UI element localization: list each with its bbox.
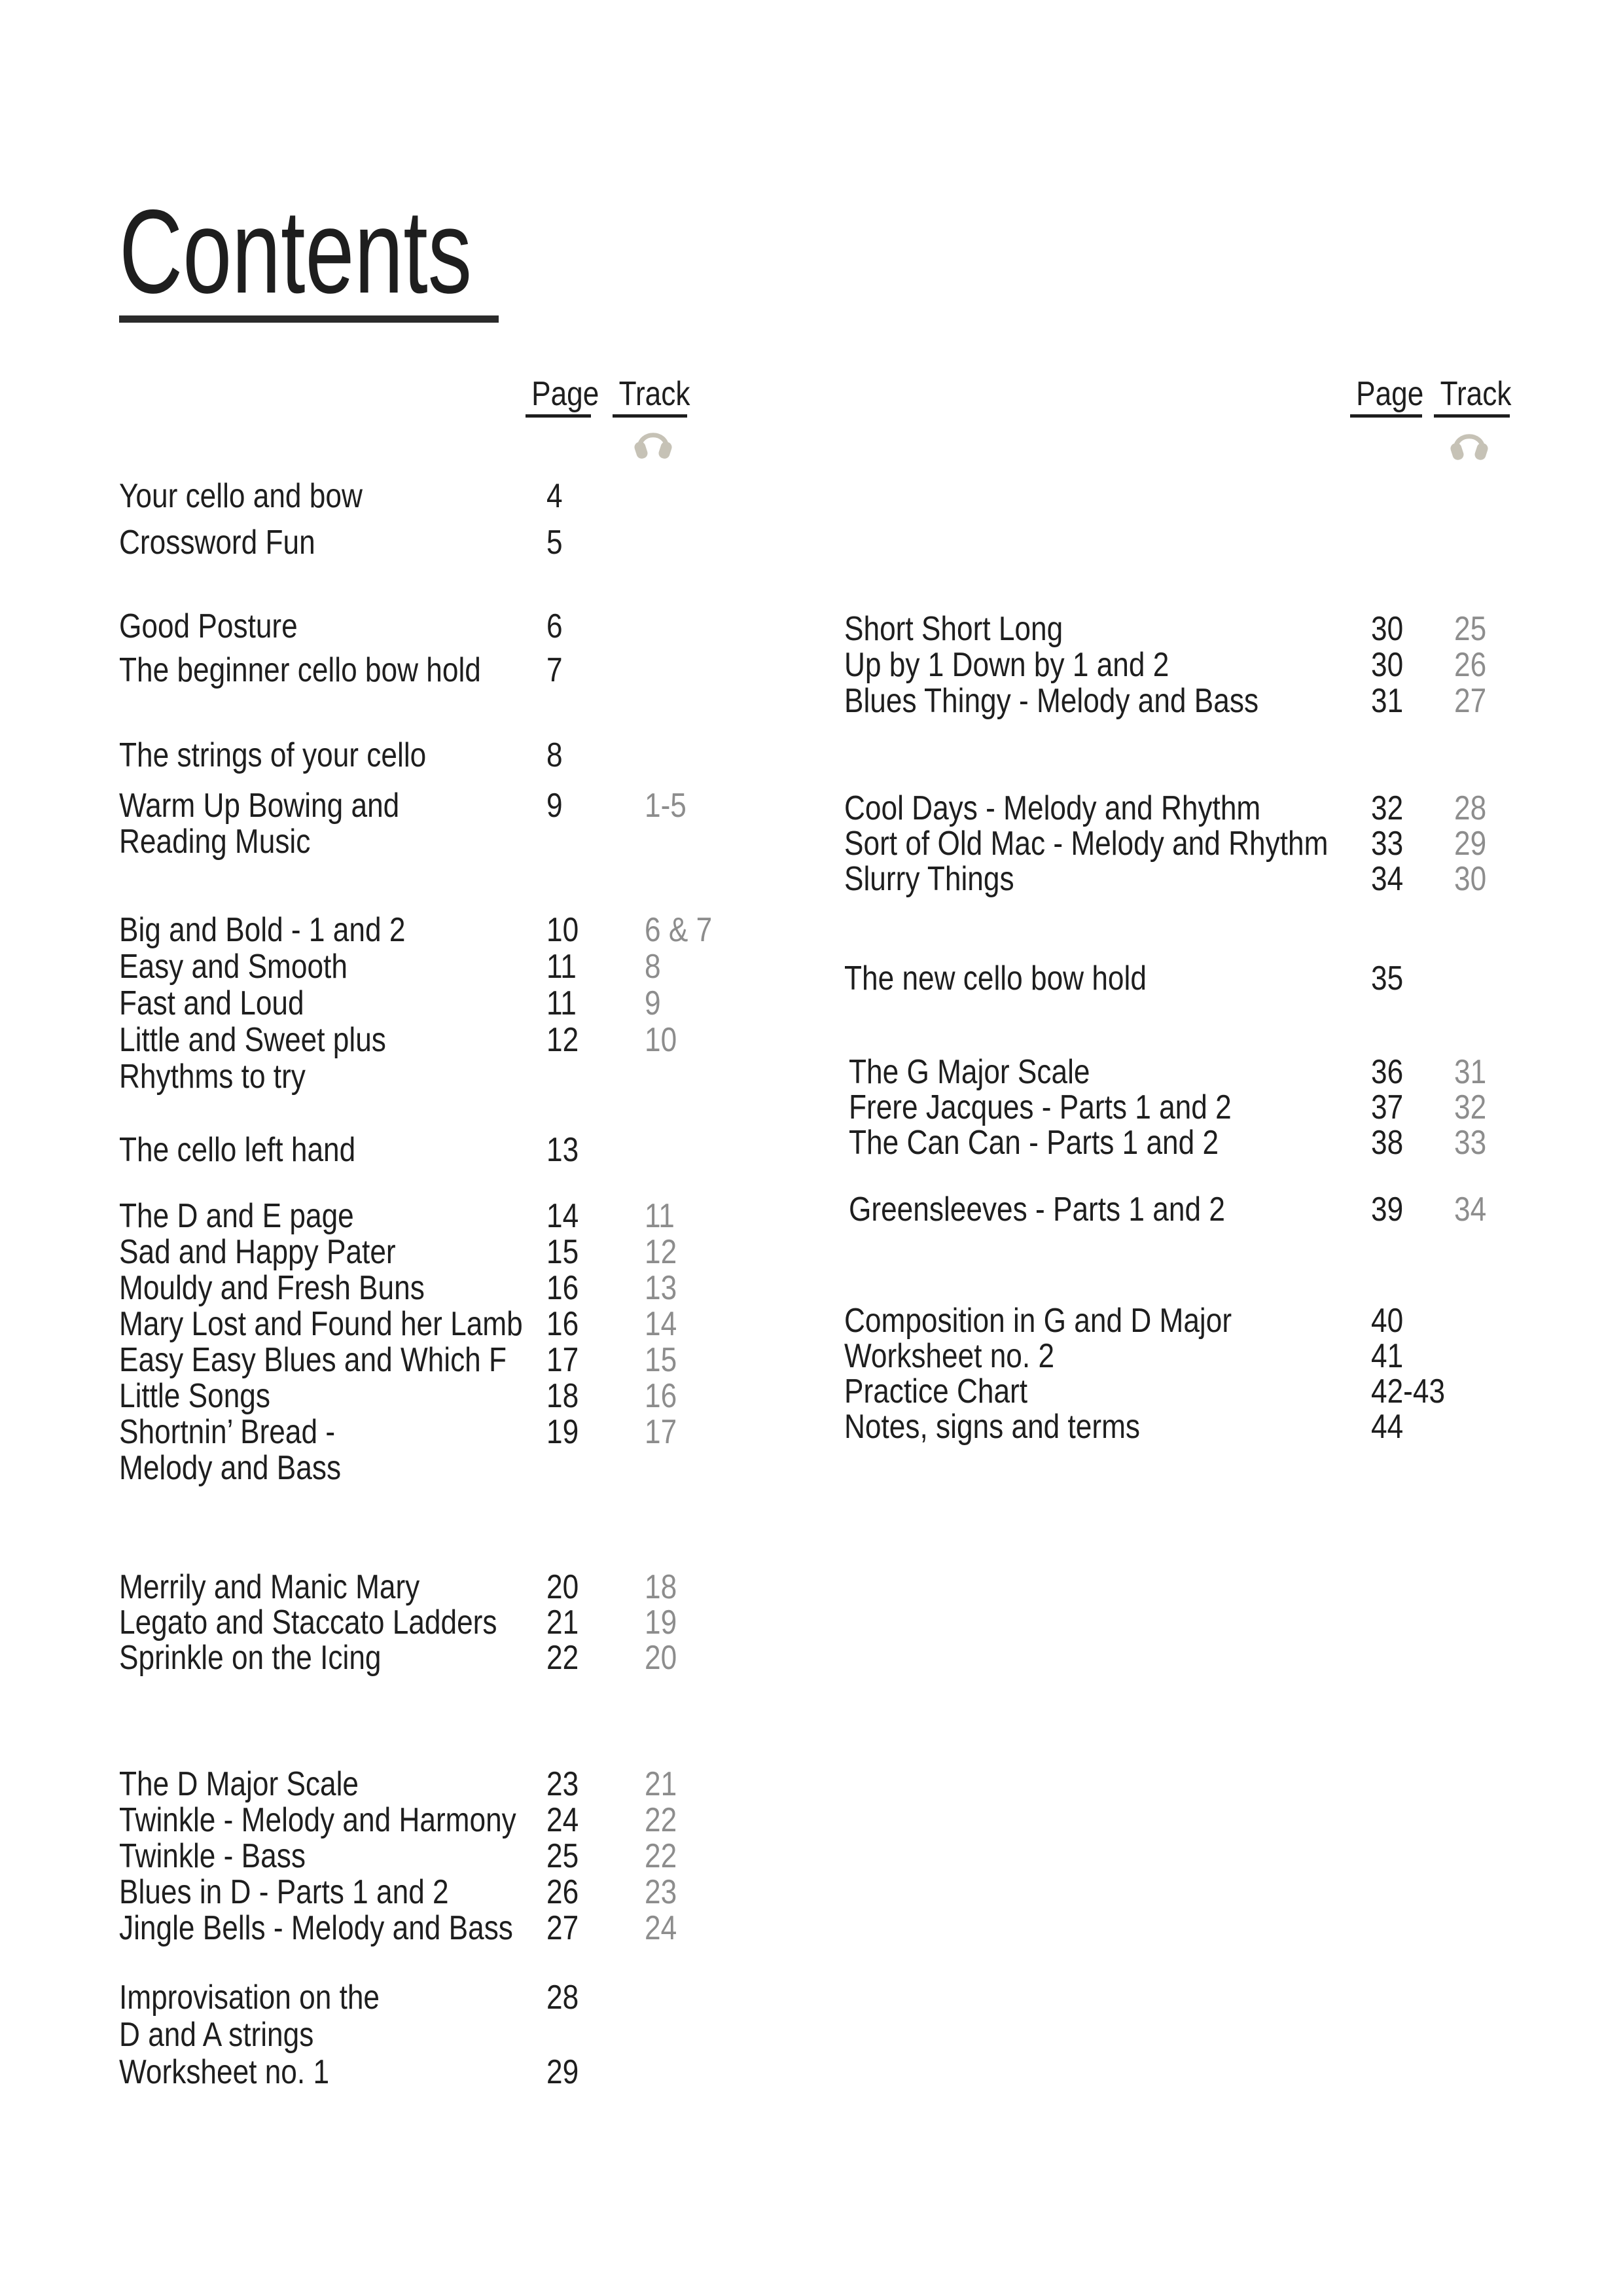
toc-entry-track-number: 18	[645, 1568, 677, 1606]
headphones-icon	[1448, 423, 1491, 464]
toc-entry-track-number: 25	[1454, 610, 1487, 648]
toc-entry-title: Legato and Staccato Ladders	[119, 1604, 497, 1641]
toc-entry	[119, 1378, 780, 1414]
toc-entry-track-number: 30	[1454, 860, 1487, 898]
toc-entry-title: Shortnin’ Bread - Melody and Bass	[119, 1413, 342, 1487]
toc-entry-page-number: 37	[1371, 1088, 1404, 1126]
toc-entry-title: The beginner cello bow hold	[119, 651, 481, 689]
toc-entry	[119, 1022, 780, 1095]
toc-entry	[119, 1414, 780, 1486]
toc-entry-page-number: 16	[546, 1305, 579, 1343]
toc-entry	[849, 1054, 1543, 1090]
toc-entry-title: Little Songs	[119, 1377, 270, 1415]
toc-entry-page-number: 13	[546, 1131, 579, 1169]
toc-entry-title: Short Short Long	[844, 610, 1063, 648]
toc-entry-page-number: 22	[546, 1639, 579, 1677]
toc-entry	[849, 1192, 1543, 1227]
toc-entry-page-number: 12	[546, 1021, 579, 1059]
toc-entry	[844, 1374, 1538, 1409]
toc-entry-title: The new cello bow hold	[844, 960, 1147, 997]
toc-entry-page-number: 17	[546, 1341, 579, 1379]
toc-entry-page-number: 28	[546, 1979, 579, 2017]
toc-entry	[844, 1338, 1538, 1374]
toc-entry-page-number: 20	[546, 1568, 579, 1606]
toc-entry	[119, 1839, 780, 1874]
toc-entry	[844, 961, 1538, 996]
toc-entry-track-number: 17	[645, 1413, 677, 1451]
toc-entry-track-number: 29	[1454, 825, 1487, 863]
toc-entry-title: Sad and Happy Pater	[119, 1233, 396, 1271]
toc-entry	[844, 1409, 1538, 1444]
toc-entry-page-number: 6	[546, 607, 563, 645]
toc-entry-track-number: 24	[645, 1909, 677, 1947]
toc-entry-title: Big and Bold - 1 and 2	[119, 911, 406, 949]
toc-entry-page-number: 40	[1371, 1302, 1404, 1340]
toc-entry-page-number: 19	[546, 1413, 579, 1451]
toc-entry	[119, 1640, 780, 1676]
toc-entry-title: Notes, signs and terms	[844, 1408, 1141, 1446]
toc-entry-page-number: 39	[1371, 1191, 1404, 1229]
toc-entry	[844, 1303, 1538, 1338]
toc-entry-title: Worksheet no. 2	[844, 1337, 1055, 1375]
toc-entry-title: Easy and Smooth	[119, 948, 348, 986]
toc-entry-title: Mary Lost and Found her Lamb	[119, 1305, 523, 1343]
toc-entry-title: The strings of your cello	[119, 736, 427, 774]
toc-entry	[119, 1605, 780, 1640]
toc-entry-page-number: 11	[546, 948, 577, 986]
toc-entry	[119, 1803, 780, 1839]
toc-entry-track-number: 1-5	[645, 787, 687, 825]
toc-entry	[119, 1342, 780, 1378]
toc-entry	[119, 985, 780, 1022]
toc-entry	[119, 649, 780, 692]
toc-entry	[844, 611, 1538, 647]
toc-entry-page-number: 21	[546, 1604, 579, 1641]
toc-entry-page-number: 7	[546, 651, 563, 689]
page-title	[119, 185, 499, 323]
toc-entry-track-number: 11	[645, 1197, 675, 1235]
toc-entry-title: Blues in D - Parts 1 and 2	[119, 1873, 449, 1911]
toc-entry-page-number: 18	[546, 1377, 579, 1415]
toc-entry-title: The G Major Scale	[849, 1053, 1090, 1091]
toc-entry-title: Your cello and bow	[119, 477, 363, 515]
toc-entry-page-number: 38	[1371, 1124, 1404, 1162]
toc-entry-page-number: 29	[546, 2053, 579, 2091]
toc-entry-track-number: 8	[645, 948, 661, 986]
toc-entry-track-number: 31	[1454, 1053, 1487, 1091]
toc-entry-page-number: 42-43	[1371, 1372, 1446, 1410]
toc-entry	[849, 1125, 1543, 1160]
toc-entry	[119, 1910, 780, 1946]
toc-entry	[119, 1270, 780, 1306]
toc-entry-track-number: 22	[645, 1801, 677, 1839]
toc-entry	[119, 1570, 780, 1605]
toc-entry-title: Practice Chart	[844, 1372, 1028, 1410]
toc-entry	[849, 1090, 1543, 1125]
toc-entry-title: Fast and Loud	[119, 984, 304, 1022]
toc-entry	[119, 1198, 780, 1234]
toc-entry-track-number: 16	[645, 1377, 677, 1415]
toc-entry-track-number: 6 & 7	[645, 911, 713, 949]
toc-entry-page-number: 31	[1371, 682, 1404, 720]
toc-entry-track-number: 21	[645, 1765, 677, 1803]
toc-entry	[119, 912, 780, 948]
toc-entry-track-number: 32	[1454, 1088, 1487, 1126]
toc-entry-page-number: 23	[546, 1765, 579, 1803]
toc-entry	[119, 605, 780, 649]
toc-entry	[119, 788, 780, 860]
track-column-header: Track	[1434, 377, 1510, 418]
toc-entry-track-number: 22	[645, 1837, 677, 1875]
toc-entry	[119, 737, 780, 774]
toc-entry-track-number: 13	[645, 1269, 677, 1307]
toc-entry-title: Good Posture	[119, 607, 298, 645]
toc-entry-track-number: 10	[645, 1021, 677, 1059]
toc-entry-title: Jingle Bells - Melody and Bass	[119, 1909, 513, 1947]
toc-entry-title: Twinkle - Melody and Harmony	[119, 1801, 516, 1839]
toc-entry-track-number: 26	[1454, 646, 1487, 684]
toc-entry-title: Greensleeves - Parts 1 and 2	[849, 1191, 1225, 1229]
toc-entry	[119, 473, 780, 520]
toc-entry-track-number: 14	[645, 1305, 677, 1343]
toc-entry-title: Crossword Fun	[119, 524, 315, 562]
toc-entry-page-number: 44	[1371, 1408, 1404, 1446]
toc-entry-track-number: 23	[645, 1873, 677, 1911]
toc-entry-title: Slurry Things	[844, 860, 1014, 898]
toc-entry	[844, 826, 1538, 861]
toc-entry-page-number: 34	[1371, 860, 1404, 898]
toc-entry	[119, 1306, 780, 1342]
toc-entry-page-number: 4	[546, 477, 563, 515]
toc-entry	[844, 791, 1538, 826]
toc-entry	[119, 2054, 780, 2091]
toc-entry-title: Mouldy and Fresh Buns	[119, 1269, 425, 1307]
toc-entry-track-number: 12	[645, 1233, 677, 1271]
toc-entry	[119, 1979, 780, 2054]
toc-entry-title: Sort of Old Mac - Melody and Rhythm	[844, 825, 1329, 863]
toc-entry	[844, 647, 1538, 683]
toc-entry	[119, 1767, 780, 1803]
toc-entry-page-number: 27	[546, 1909, 579, 1947]
toc-entry	[844, 861, 1538, 897]
toc-entry-page-number: 30	[1371, 610, 1404, 648]
toc-entry-title: The cello left hand	[119, 1131, 356, 1169]
toc-entry	[119, 520, 780, 566]
toc-entry	[119, 1234, 780, 1270]
toc-entry-title: Little and Sweet plus Rhythms to try	[119, 1021, 386, 1096]
page-column-header: Page	[526, 377, 591, 418]
toc-entry	[119, 1874, 780, 1910]
toc-entry-page-number: 26	[546, 1873, 579, 1911]
toc-entry-page-number: 36	[1371, 1053, 1404, 1091]
toc-entry-page-number: 25	[546, 1837, 579, 1875]
toc-entry-track-number: 19	[645, 1604, 677, 1641]
toc-entry-title: The Can Can - Parts 1 and 2	[849, 1124, 1219, 1162]
toc-entry-page-number: 10	[546, 911, 579, 949]
toc-entry-title: Twinkle - Bass	[119, 1837, 306, 1875]
toc-entry-title: Merrily and Manic Mary	[119, 1568, 420, 1606]
page-column-header: Page	[1350, 377, 1422, 418]
toc-entry-title: Cool Days - Melody and Rhythm	[844, 789, 1261, 827]
toc-entry-title: Easy Easy Blues and Which F	[119, 1341, 507, 1379]
toc-entry-title: Blues Thingy - Melody and Bass	[844, 682, 1259, 720]
toc-entry-page-number: 35	[1371, 960, 1404, 997]
toc-entry-track-number: 34	[1454, 1191, 1487, 1229]
toc-entry-page-number: 8	[546, 736, 563, 774]
toc-entry-page-number: 32	[1371, 789, 1404, 827]
toc-entry-page-number: 16	[546, 1269, 579, 1307]
toc-entry-page-number: 41	[1371, 1337, 1404, 1375]
toc-entry-track-number: 20	[645, 1639, 677, 1677]
toc-entry-page-number: 30	[1371, 646, 1404, 684]
toc-entry-page-number: 5	[546, 524, 563, 562]
toc-entry-page-number: 33	[1371, 825, 1404, 863]
toc-entry-title: Sprinkle on the Icing	[119, 1639, 382, 1677]
toc-entry-title: The D Major Scale	[119, 1765, 359, 1803]
toc-entry	[119, 1132, 780, 1168]
toc-entry-title: Warm Up Bowing and Reading Music	[119, 787, 400, 861]
toc-entry-page-number: 24	[546, 1801, 579, 1839]
toc-entry-track-number: 9	[645, 984, 661, 1022]
headphones-icon	[632, 422, 675, 463]
toc-entry	[119, 948, 780, 985]
toc-entry-title: Worksheet no. 1	[119, 2053, 330, 2091]
toc-entry-track-number: 28	[1454, 789, 1487, 827]
toc-entry-page-number: 14	[546, 1197, 579, 1235]
toc-entry-title: Frere Jacques - Parts 1 and 2	[849, 1088, 1232, 1126]
toc-entry-page-number: 15	[546, 1233, 579, 1271]
track-column-header: Track	[613, 377, 687, 418]
toc-entry-title: Improvisation on the D and A strings	[119, 1979, 380, 2054]
toc-entry-track-number: 15	[645, 1341, 677, 1379]
page-title-text: Contents	[119, 185, 473, 318]
toc-entry-title: Composition in G and D Major	[844, 1302, 1232, 1340]
toc-entry-title: Up by 1 Down by 1 and 2	[844, 646, 1169, 684]
toc-entry	[844, 683, 1538, 719]
toc-entry-title: The D and E page	[119, 1197, 354, 1235]
toc-entry-track-number: 33	[1454, 1124, 1487, 1162]
toc-entry-page-number: 9	[546, 787, 563, 825]
toc-entry-page-number: 11	[546, 984, 577, 1022]
toc-entry-track-number: 27	[1454, 682, 1487, 720]
